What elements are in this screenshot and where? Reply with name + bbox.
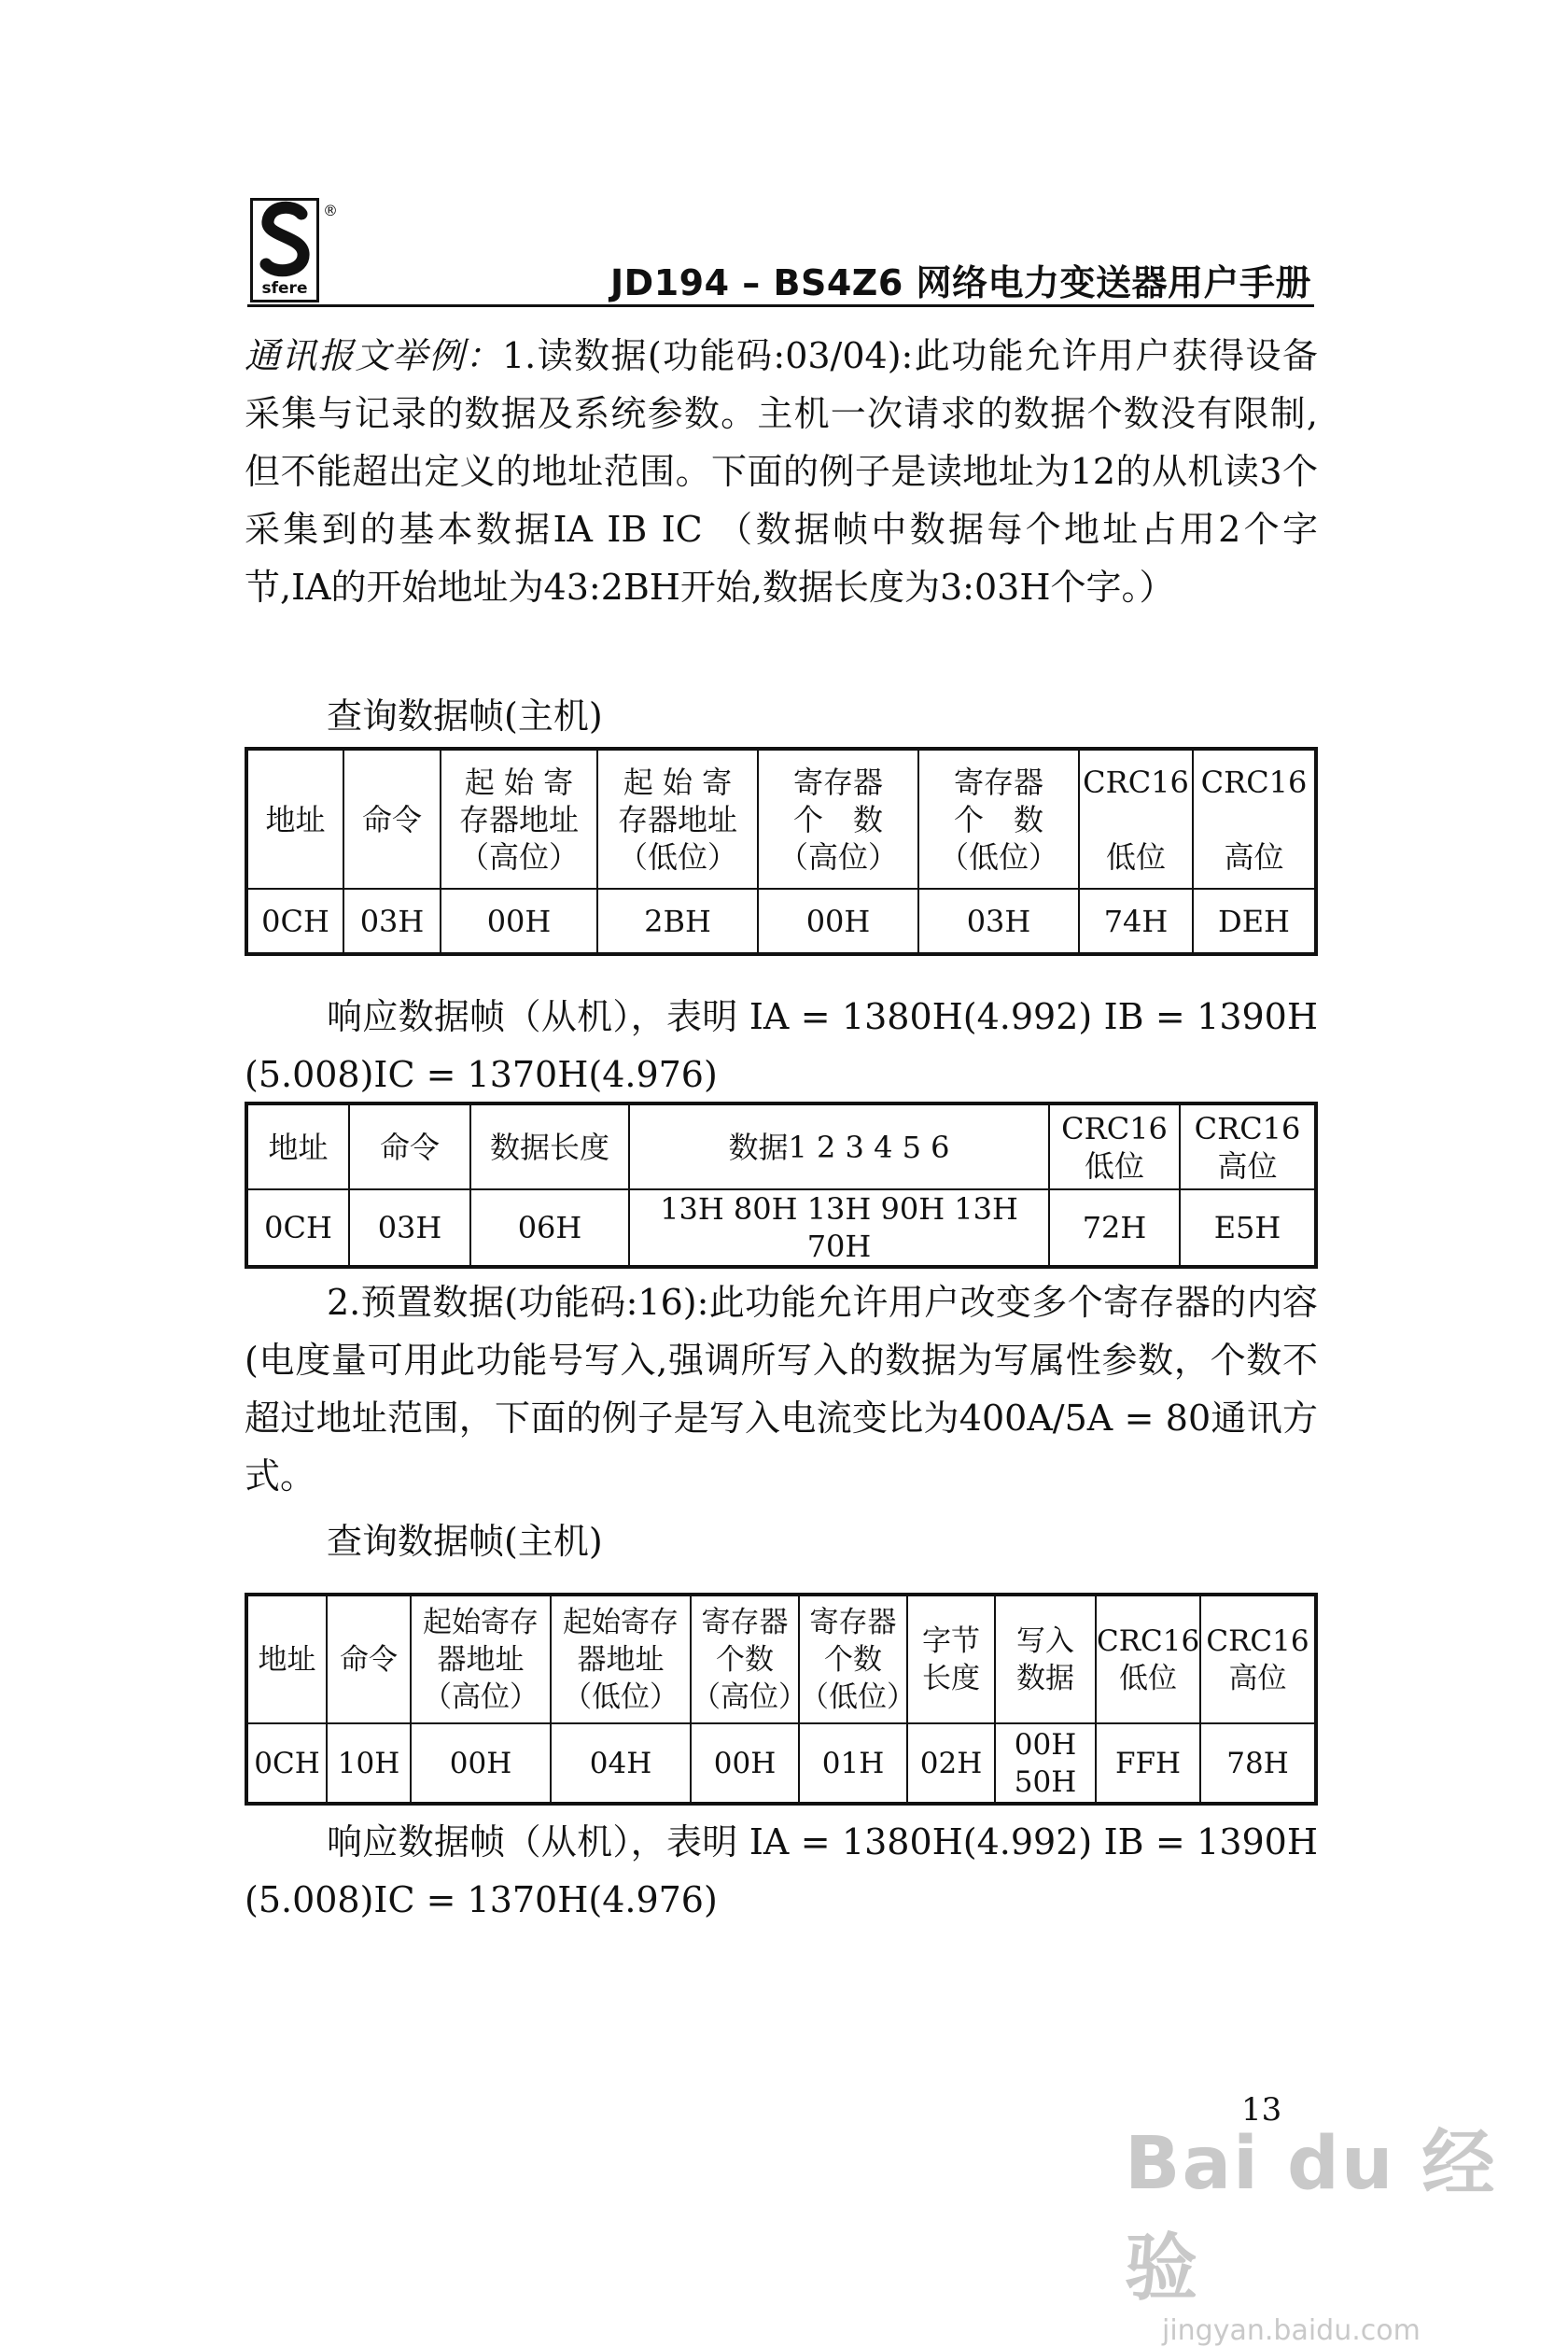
table2-caption: 响应数据帧（从机），表明 IA = 1380H(4.992) IB = 1390H (5.008)IC = 1370H(4.976) <box>245 996 1318 1095</box>
section1-text: 1.读数据(功能码:03/04):此功能允许用户获得设备采集与记录的数据及系统参数。主机一次请求的数据个数没有限制,但不能超出定义的地址范围。下面的例子是读地址为12的从机读3个采集到的基本数据IA IB IC （数据帧中数据每个地址占用2个字节,IA的开始地址为43:2BH开始,数据长度为3:03H个字。） <box>245 335 1318 608</box>
table3-header-cell: 起始寄存 器地址 （低位） <box>551 1595 691 1723</box>
table1-header-cell: 起 始 寄 存器地址 （高位） <box>441 749 597 889</box>
table1-header-cell: 寄存器 个 数 （低位） <box>918 749 1079 889</box>
watermark-url: jingyan.baidu.com <box>1162 2314 1421 2347</box>
table2-cell: 72H <box>1049 1189 1180 1267</box>
table2-header-cell: 地址 <box>246 1103 349 1189</box>
table1-cell: 0CH <box>246 889 343 954</box>
table1-header-cell: CRC16 高位 <box>1193 749 1316 889</box>
table3-header-cell: 寄存器 个数 （高位） <box>691 1595 799 1723</box>
baidu-watermark <box>1125 2105 1568 2347</box>
section1-lead: 通讯报文举例： <box>245 335 502 376</box>
table3-cell: 10H <box>327 1723 411 1804</box>
table1-header-row <box>246 749 1316 889</box>
query-frame-table-write <box>245 1593 1318 1806</box>
table2-header-row <box>246 1103 1316 1189</box>
section1-paragraph <box>245 327 1318 616</box>
table3-header-row <box>246 1595 1316 1723</box>
header-rule <box>247 304 1314 307</box>
table3-data-row <box>246 1723 1316 1804</box>
table3-header-cell: 写入 数据 <box>995 1595 1096 1723</box>
table1-cell: 74H <box>1079 889 1193 954</box>
registered-mark: ® <box>323 202 338 219</box>
table3-cell: 00H <box>691 1723 799 1804</box>
logo-text: sfere <box>261 279 308 298</box>
table3-caption: 查询数据帧(主机) <box>327 1521 603 1562</box>
table2-cell: E5H <box>1180 1189 1316 1267</box>
table2-cell: 03H <box>349 1189 470 1267</box>
manual-title: JD194 – BS4Z6 网络电力变送器用户手册 <box>610 262 1311 303</box>
watermark-brand: Bai du 经验 <box>1125 2122 1497 2311</box>
table3-header-cell: 地址 <box>246 1595 327 1723</box>
table3-cell: 0CH <box>246 1723 327 1804</box>
table2-header-cell: 数据1 2 3 4 5 6 <box>629 1103 1049 1189</box>
table2-header-cell: CRC16 低位 <box>1049 1103 1180 1189</box>
response-frame-table-read <box>245 1102 1318 1269</box>
table1-caption: 查询数据帧(主机) <box>327 696 603 737</box>
table1-cell: DEH <box>1193 889 1316 954</box>
table1-data-row <box>246 889 1316 954</box>
table1-header-cell: 起 始 寄 存器地址 （低位） <box>597 749 758 889</box>
table3-cell: 02H <box>907 1723 995 1804</box>
table1-header-cell: CRC16 低位 <box>1079 749 1193 889</box>
table1-cell: 00H <box>441 889 597 954</box>
table3-cell: 78H <box>1200 1723 1316 1804</box>
table1-cell: 00H <box>758 889 918 954</box>
table1-cell: 03H <box>918 889 1079 954</box>
s-logo-icon <box>257 201 315 279</box>
table2-cell: 13H 80H 13H 90H 13H 70H <box>629 1189 1049 1267</box>
table3-header-cell: 字节 长度 <box>907 1595 995 1723</box>
table2-header-cell: 命令 <box>349 1103 470 1189</box>
sfere-logo <box>250 198 319 302</box>
table1-header-cell: 地址 <box>246 749 343 889</box>
table3-header-cell: 命令 <box>327 1595 411 1723</box>
table4-caption: 响应数据帧（从机），表明 IA = 1380H(4.992) IB = 1390H (5.008)IC = 1370H(4.976) <box>245 1821 1318 1920</box>
table3-header-cell: 寄存器 个数 （低位） <box>799 1595 907 1723</box>
table3-cell: 04H <box>551 1723 691 1804</box>
page-number: 13 <box>1241 2091 1282 2129</box>
section2-paragraph: 2.预置数据(功能码:16):此功能允许用户改变多个寄存器的内容(电度量可用此功能号写入,强调所写入的数据为写属性参数，个数不超过地址范围，下面的例子是写入电流变比为400A/5A = 80通讯方式。 <box>245 1282 1318 1497</box>
table3-header-cell: CRC16 高位 <box>1200 1595 1316 1723</box>
table2-cell: 0CH <box>246 1189 349 1267</box>
table3-cell: 01H <box>799 1723 907 1804</box>
table2-data-row <box>246 1189 1316 1267</box>
table3-cell: 00H 50H <box>995 1723 1096 1804</box>
table1-header-cell: 寄存器 个 数 （高位） <box>758 749 918 889</box>
table3-header-cell: CRC16 低位 <box>1096 1595 1200 1723</box>
table3-cell: 00H <box>411 1723 551 1804</box>
table2-header-cell: CRC16 高位 <box>1180 1103 1316 1189</box>
table3-cell: FFH <box>1096 1723 1200 1804</box>
query-frame-table-read <box>245 747 1318 956</box>
table2-header-cell: 数据长度 <box>470 1103 629 1189</box>
table1-header-cell: 命令 <box>343 749 441 889</box>
table3-header-cell: 起始寄存 器地址 （高位） <box>411 1595 551 1723</box>
table1-cell: 2BH <box>597 889 758 954</box>
table2-cell: 06H <box>470 1189 629 1267</box>
table1-cell: 03H <box>343 889 441 954</box>
